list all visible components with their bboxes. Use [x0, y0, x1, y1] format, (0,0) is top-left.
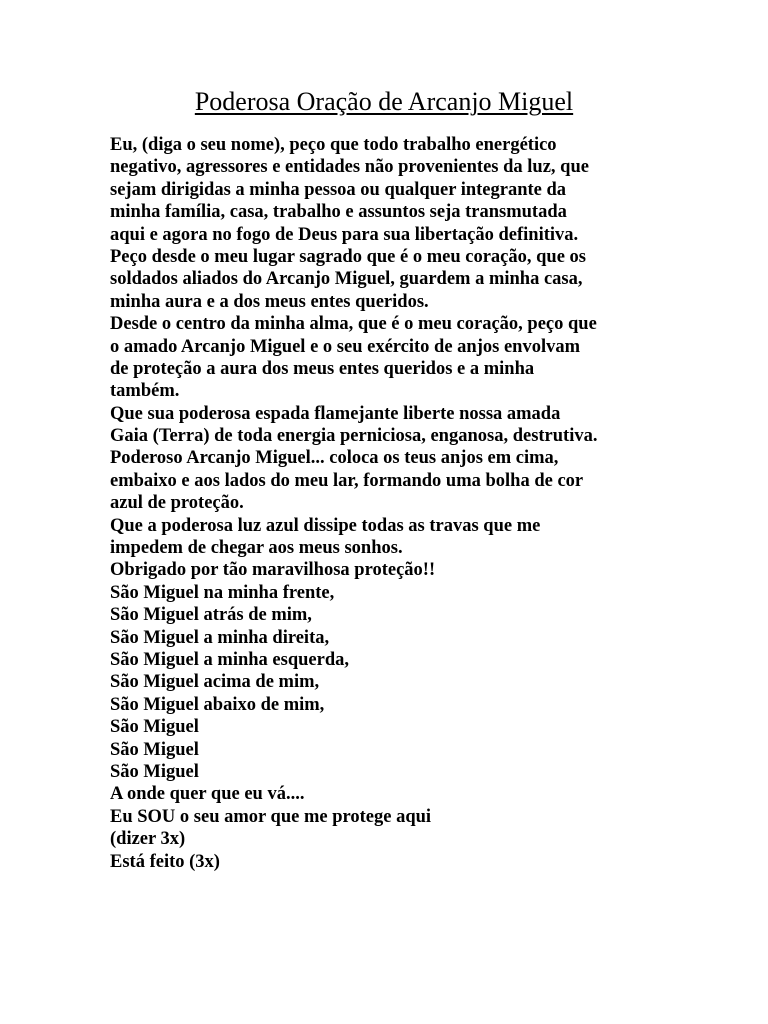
prayer-line: Eu, (diga o seu nome), peço que todo trabalho energético: [110, 135, 557, 155]
prayer-line: São Miguel acima de mim,: [110, 672, 320, 693]
prayer-line: São Miguel a minha direita,: [110, 627, 330, 648]
prayer-line: São Miguel a minha esquerda,: [110, 649, 349, 670]
prayer-line: o amado Arcanjo Miguel e o seu exército de anjos envolvam: [110, 336, 580, 357]
prayer-body: [110, 134, 670, 873]
prayer-line: soldados aliados do Arcanjo Miguel, guardem a minha casa,: [110, 269, 583, 290]
prayer-line: minha aura e a dos meus entes queridos.: [110, 291, 429, 312]
prayer-line: São Miguel na minha frente,: [110, 582, 335, 603]
document-title: Poderosa Oração de Arcanjo Miguel: [194, 87, 574, 116]
prayer-line: azul de proteção.: [110, 493, 244, 514]
prayer-line: São Miguel atrás de mim,: [110, 605, 312, 626]
prayer-line: aqui e agora no fogo de Deus para sua libertação definitiva.: [110, 224, 579, 245]
prayer-line: embaixo e aos lados do meu lar, formando uma bolha de cor: [110, 470, 584, 491]
prayer-line: de proteção a aura dos meus entes queridos e a minha: [110, 358, 535, 379]
prayer-line: negativo, agressores e entidades não provenientes da luz, que: [110, 157, 589, 178]
prayer-line: São Miguel: [110, 739, 199, 760]
prayer-line: (dizer 3x): [110, 829, 186, 850]
prayer-line: A onde quer que eu vá....: [110, 784, 305, 805]
prayer-line: São Miguel abaixo de mim,: [110, 694, 325, 715]
prayer-line: Que sua poderosa espada flamejante liberte nossa amada: [110, 403, 561, 424]
prayer-line: Peço desde o meu lugar sagrado que é o meu coração, que os: [110, 246, 586, 267]
prayer-line: Que a poderosa luz azul dissipe todas as travas que me: [110, 515, 541, 536]
prayer-line: também.: [110, 381, 180, 402]
prayer-line: Eu SOU o seu amor que me protege aqui: [110, 806, 432, 827]
prayer-line: Poderoso Arcanjo Miguel... coloca os teus anjos em cima,: [110, 448, 559, 469]
prayer-line: minha família, casa, trabalho e assuntos seja transmutada: [110, 202, 567, 223]
prayer-line: Obrigado por tão maravilhosa proteção!!: [110, 560, 436, 581]
prayer-line: Está feito (3x): [110, 851, 220, 872]
prayer-line: sejam dirigidas a minha pessoa ou qualquer integrante da: [110, 179, 567, 200]
prayer-line: São Miguel: [110, 761, 199, 782]
prayer-line: impedem de chegar aos meus sonhos.: [110, 538, 403, 559]
prayer-line: Gaia (Terra) de toda energia perniciosa, enganosa, destrutiva.: [110, 426, 598, 447]
prayer-line: São Miguel: [110, 717, 199, 738]
prayer-line: Desde o centro da minha alma, que é o meu coração, peço que: [110, 314, 597, 335]
